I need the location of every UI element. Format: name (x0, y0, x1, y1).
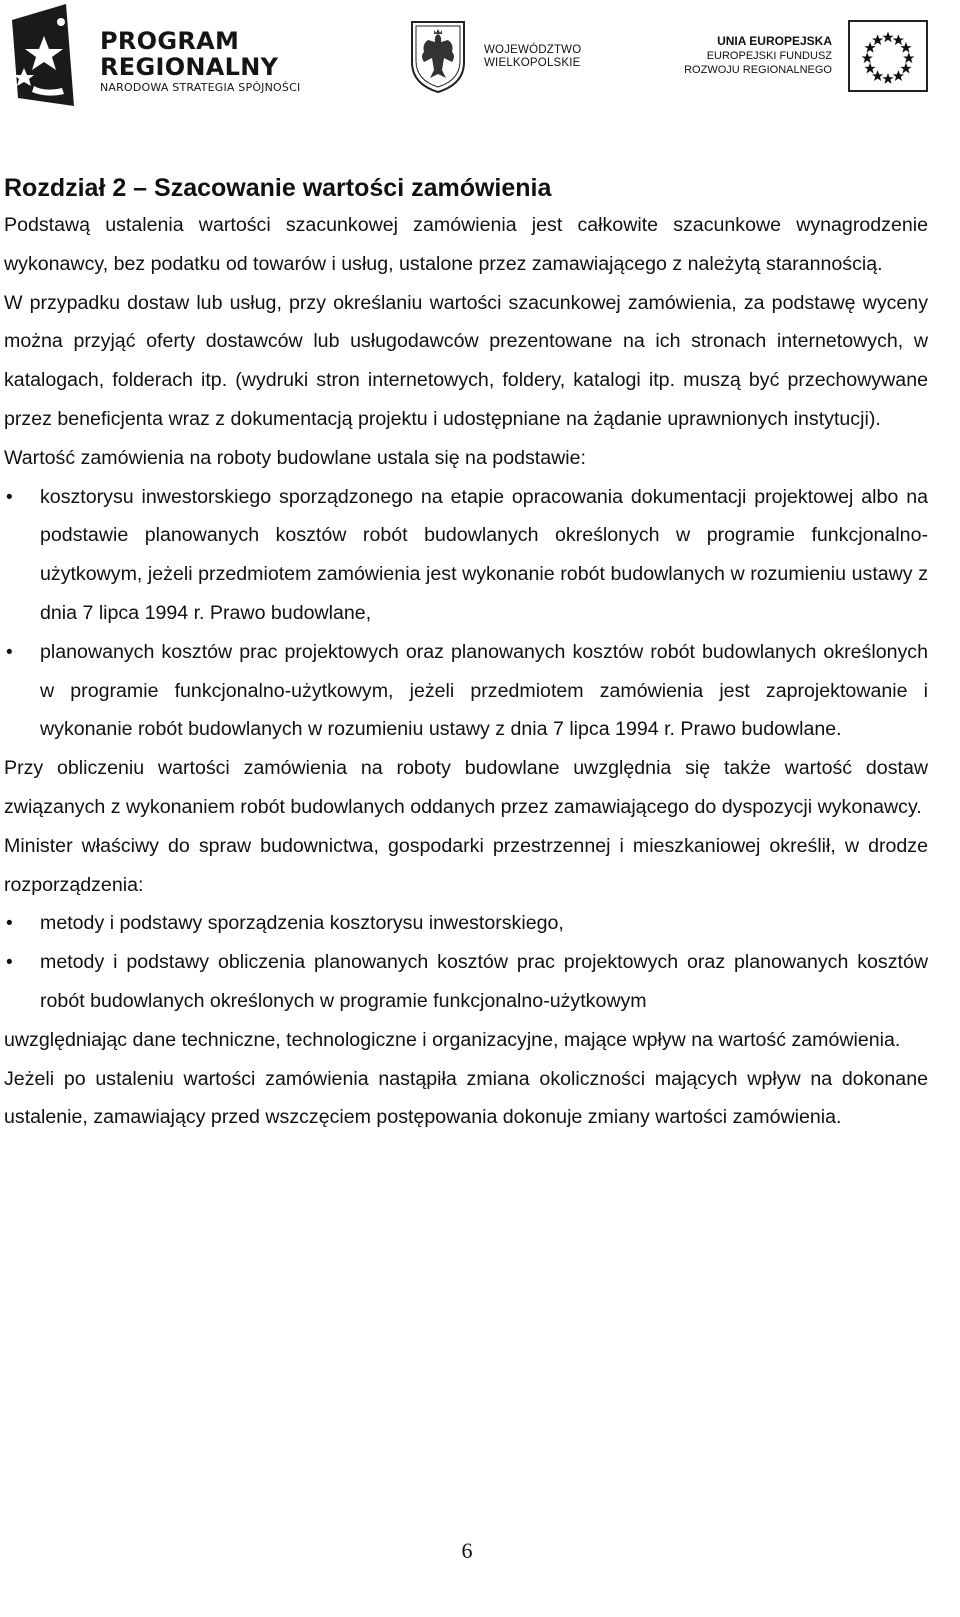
bullet-icon (6, 904, 18, 944)
wojewodztwo-logo-text (484, 44, 581, 70)
program-logo-line1: PROGRAM (100, 27, 240, 55)
wojewodztwo-logo (408, 18, 588, 96)
list-item-text: metody i podstawy obliczenia planowanych kosztów prac projektowych oraz planowanych kosztów robót budowlanych określonych w programie funkcjonalno-użytkowym (40, 951, 928, 1012)
paragraph-2: W przypadku dostaw lub usług, przy określaniu wartości szacunkowej zamówienia, za podstawę wyceny można przyjąć oferty dostawców lub usługodawców prezentowane na ich stronach internetowych, w katalogach, folderach itp. (wydruki stron internetowych, foldery, katalogi itp. muszą być przechowywane przez beneficjenta wraz z dokumentacją projektu i udostępniane na żądanie uprawnionych instytucji). (4, 291, 928, 430)
bullet-list-2 (4, 904, 928, 1020)
program-logo-line2: REGIONALNY (100, 53, 279, 81)
list-item (4, 904, 928, 943)
list-item (4, 943, 928, 1021)
paragraph-1: Podstawą ustalenia wartości szacunkowej zamówienia jest całkowite szacunkowe wynagrodzenie wykonawcy, bez podatku od towarów i usług, ustalone przez zamawiającego z należytą starannością. (4, 214, 928, 275)
list-item-text: metody i podstawy sporządzenia kosztorysu inwestorskiego, (40, 912, 564, 935)
page-header (0, 0, 960, 112)
paragraph-5: Minister właściwy do spraw budownictwa, gospodarki przestrzennej i mieszkaniowej określił, w drodze rozporządzenia: (4, 834, 928, 896)
eagle-crest-icon (408, 18, 468, 94)
program-logo-line3: NARODOWA STRATEGIA SPÓJNOŚCI (100, 81, 301, 94)
page-number: 6 (461, 1538, 473, 1563)
paragraph-4: Przy obliczeniu wartości zamówienia na roboty budowlane uwzględnia się także wartość dostaw związanych z wykonaniem robót budowlanych oddanych przez zamawiającego do dyspozycji wykonawcy. (4, 757, 928, 818)
bullet-icon (6, 633, 18, 673)
eu-logo-line3: ROZWOJU REGIONALNEGO (684, 64, 832, 76)
list-item-text: kosztorysu inwestorskiego sporządzonego na etapie opracowania dokumentacji projektowej albo na podstawie planowanych kosztów robót budowlanych określonych w programie funkcjonalno-użytkowym, jeżeli przedmiotem zamówienia jest wykonanie robót budowlanych w rozumieniu ustawy z dnia 7 lipca 1994 r. Prawo budowlane, (40, 485, 928, 624)
bullet-icon (6, 478, 18, 518)
eu-logo (640, 18, 950, 96)
program-logo-text (100, 28, 300, 96)
list-item (4, 633, 928, 749)
paragraph-6: uwzględniając dane techniczne, technologiczne i organizacyjne, mające wpływ na wartość zamówienia. (4, 1028, 901, 1051)
wojewodztwo-line1: WOJEWÓDZTWO (484, 44, 582, 56)
chapter-title: Rozdział 2 – Szacowanie wartości zamówienia (4, 174, 552, 202)
eu-logo-text (640, 34, 832, 77)
document-body (4, 170, 928, 1137)
wojewodztwo-line2: WIELKOPOLSKIE (484, 57, 581, 69)
paragraph-3: Wartość zamówienia na roboty budowlane ustala się na podstawie: (4, 446, 586, 469)
paragraph-7: Jeżeli po ustaleniu wartości zamówienia nastąpiła zmiana okoliczności mających wpływ na dokonane ustalenie, zamawiający przed wszczęciem postępowania dokonuje zmiany wartości zamówienia. (4, 1067, 928, 1129)
bullet-list-1 (4, 478, 928, 750)
eu-logo-line2: EUROPEJSKI FUNDUSZ (706, 50, 832, 62)
list-item-text: planowanych kosztów prac projektowych oraz planowanych kosztów robót budowlanych określonych w programie funkcjonalno-użytkowym, jeżeli przedmiotem zamówienia jest zaprojektowanie i wykonanie robót budowlanych w rozumieniu ustawy z dnia 7 lipca 1994 r. Prawo budowlane. (40, 640, 928, 741)
program-regionalny-logo (4, 2, 339, 108)
eu-logo-line1: UNIA EUROPEJSKA (717, 34, 832, 48)
list-item (4, 478, 928, 633)
bullet-icon (6, 943, 18, 983)
program-star-icon (4, 2, 80, 108)
eu-flag-icon (848, 20, 928, 92)
